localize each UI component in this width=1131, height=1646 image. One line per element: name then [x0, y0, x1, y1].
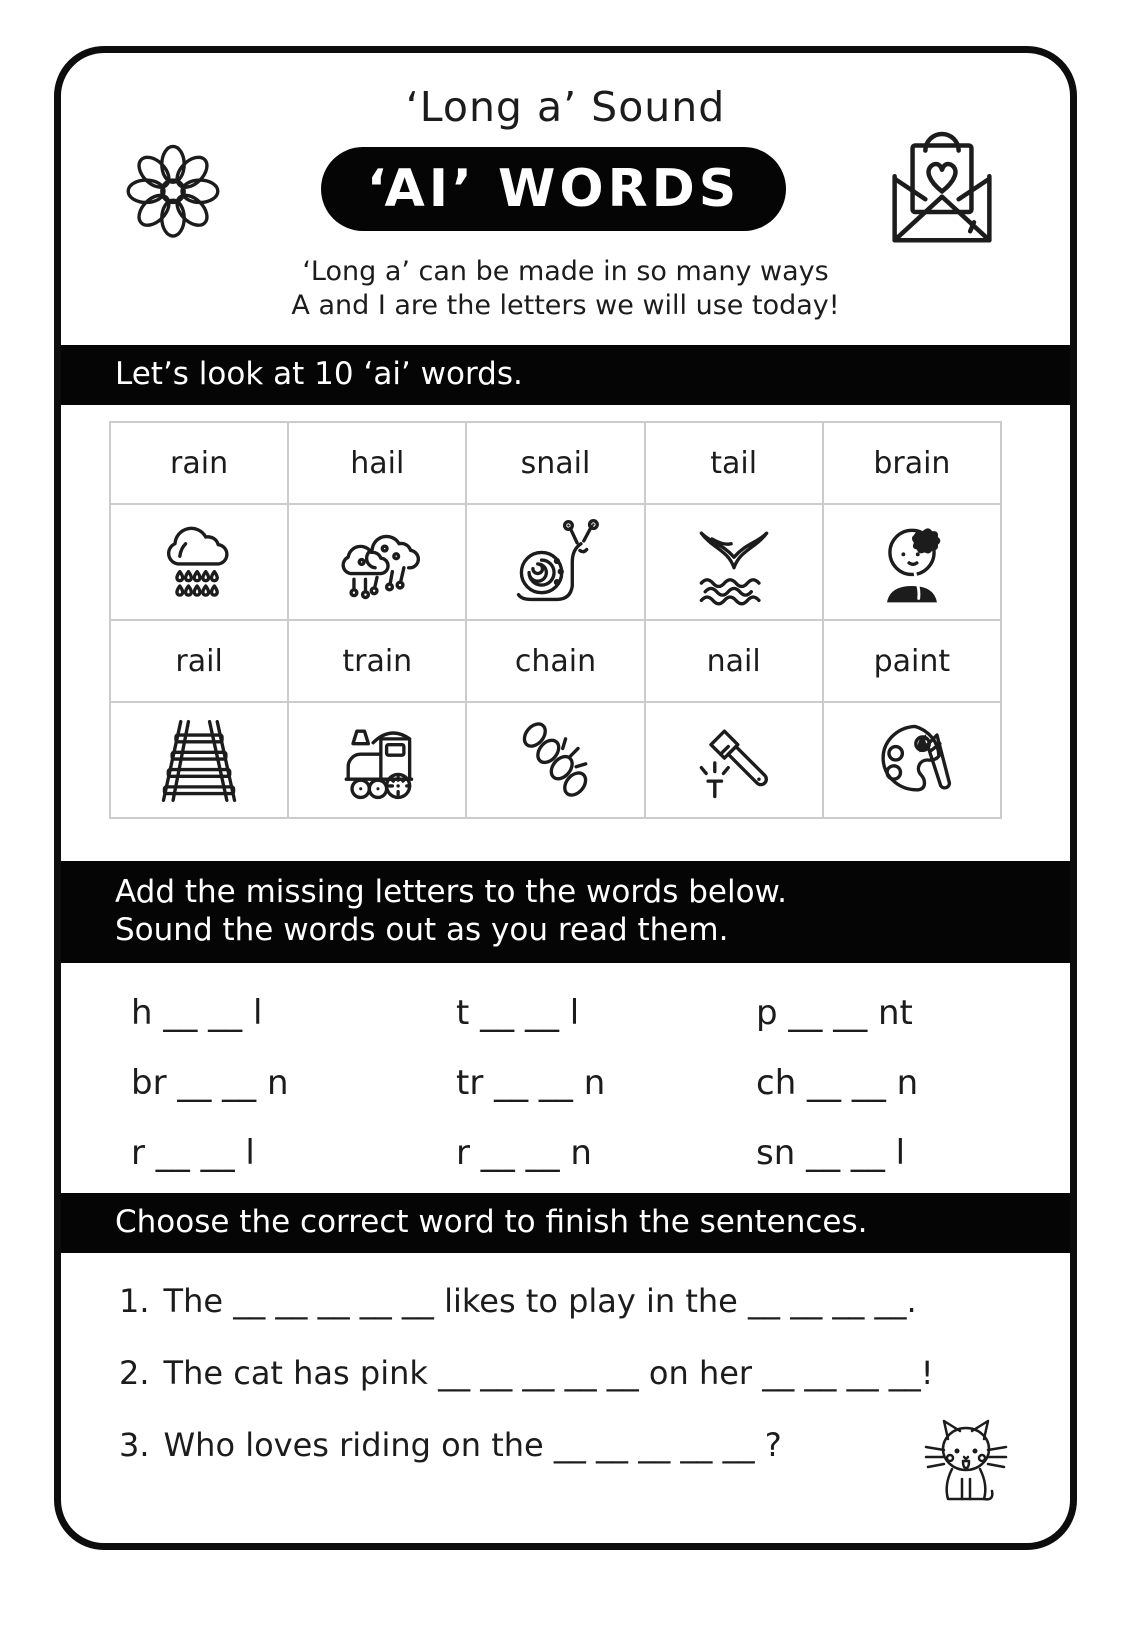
cat-icon — [914, 1411, 1014, 1511]
sentence-text: The cat has pink __ __ __ __ __ on her __ __ __ __! — [163, 1354, 934, 1392]
word-card-nail — [646, 621, 822, 817]
word-card-hail — [289, 423, 465, 619]
rain-cloud-icon — [111, 505, 287, 619]
fill-in-grid — [131, 991, 1030, 1175]
sentence-text: Who loves riding on the __ __ __ __ __ ? — [163, 1426, 782, 1464]
snail-icon — [467, 505, 643, 619]
hammer-nail-icon — [646, 703, 822, 817]
subtitle-line-2: A and I are the letters we will use today! — [291, 290, 840, 321]
page-title: ‘Long a’ Sound — [405, 83, 726, 131]
paint-palette-icon — [824, 703, 1000, 817]
word-card-tail — [646, 423, 822, 619]
fill-in-word: t __ __ l — [456, 993, 580, 1033]
section-heading-sentences: Choose the correct word to finish the sentences. — [61, 1193, 1070, 1253]
fill-in-word: br __ __ n — [131, 1063, 289, 1103]
flower-icon — [117, 133, 229, 245]
train-icon — [289, 703, 465, 817]
fill-in-word: sn __ __ l — [756, 1133, 906, 1173]
header-row — [61, 131, 1070, 247]
word-card-rain — [111, 423, 287, 619]
subtitle-line-1: ‘Long a’ can be made in so many ways — [302, 256, 829, 287]
missing-heading-line-2: Sound the words out as you read them. — [115, 912, 729, 948]
fill-in-word: tr __ __ n — [456, 1063, 606, 1103]
sentence-number: 1. — [119, 1282, 150, 1320]
fill-in-word: r __ __ n — [456, 1133, 592, 1173]
hail-cloud-icon — [289, 505, 465, 619]
worksheet-card — [54, 46, 1077, 1550]
word-label: hail — [289, 423, 465, 505]
word-card-snail — [467, 423, 643, 619]
ai-words-badge: ‘AI’ WORDS — [321, 147, 786, 231]
section-heading-look: Let’s look at 10 ‘ai’ words. — [61, 345, 1070, 405]
word-label: nail — [646, 621, 822, 703]
fill-in-word: h __ __ l — [131, 993, 263, 1033]
chain-icon — [467, 703, 643, 817]
thinking-head-icon — [824, 505, 1000, 619]
envelope-heart-icon — [878, 130, 1006, 248]
word-label: train — [289, 621, 465, 703]
whale-tail-icon — [646, 505, 822, 619]
sentence-number: 2. — [119, 1354, 150, 1392]
word-card-chain — [467, 621, 643, 817]
fill-in-word: p __ __ nt — [756, 993, 913, 1033]
sentence-number: 3. — [119, 1426, 150, 1464]
missing-heading-line-1: Add the missing letters to the words below. — [115, 874, 787, 910]
word-label: brain — [824, 423, 1000, 505]
word-label: rail — [111, 621, 287, 703]
word-card-brain — [824, 423, 1000, 619]
word-card-paint — [824, 621, 1000, 817]
word-label: rain — [111, 423, 287, 505]
word-card-train — [289, 621, 465, 817]
word-label: tail — [646, 423, 822, 505]
word-label: paint — [824, 621, 1000, 703]
word-grid — [109, 421, 1002, 819]
sentence-text: The __ __ __ __ __ likes to play in the __ __ __ __. — [163, 1282, 917, 1320]
subtitle — [61, 255, 1070, 323]
word-label: chain — [467, 621, 643, 703]
word-label: snail — [467, 423, 643, 505]
section-heading-missing — [61, 861, 1070, 963]
sentence-item — [61, 1279, 1070, 1323]
fill-in-word: ch __ __ n — [756, 1063, 919, 1103]
fill-in-word: r __ __ l — [131, 1133, 255, 1173]
word-card-rail — [111, 621, 287, 817]
sentence-item — [61, 1351, 1070, 1395]
railway-track-icon — [111, 703, 287, 817]
